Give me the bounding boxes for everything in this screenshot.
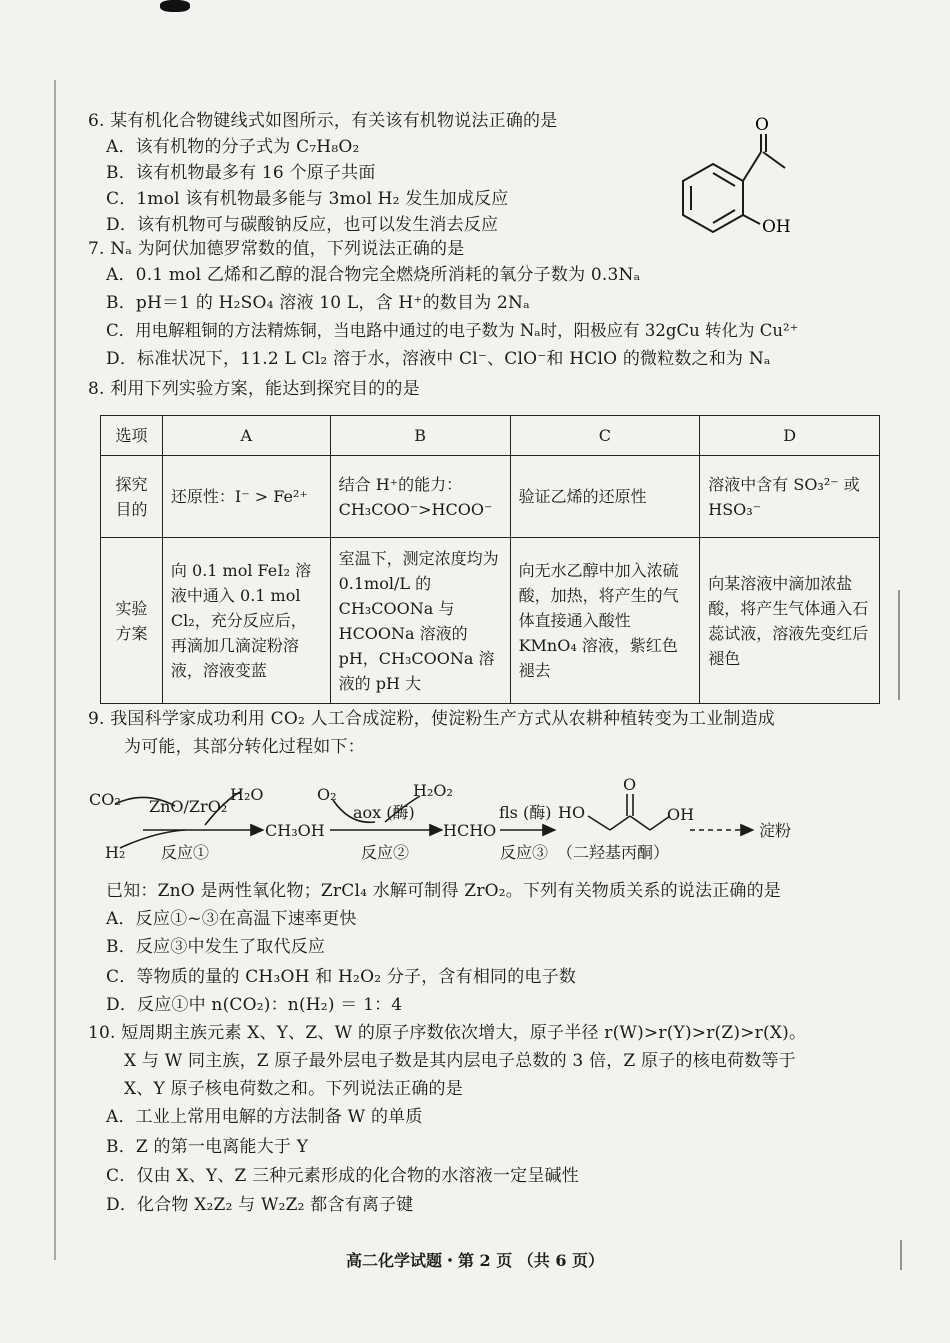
hcho-label: HCHO: [443, 821, 497, 840]
table-cell: 室温下，测定浓度均为 0.1mol/L 的 CH₃COONa 与 HCOONa 溶液的 pH，CH₃COONa 溶液的 pH 大: [330, 538, 510, 704]
q6-option-a: A．该有机物的分子式为 C₇H₈O₂: [106, 137, 360, 157]
o2-label: O₂: [317, 785, 337, 804]
q9-option-a: A．反应①~③在高温下速率更快: [106, 909, 357, 929]
methyl-bond: [763, 152, 785, 168]
table-row: [101, 538, 880, 704]
table-cell: 向无水乙醇中加入浓硫酸，加热，将产生的气体直接通入酸性 KMnO₄ 溶液，紫红色褪去: [510, 538, 700, 704]
table-header-cell: A: [162, 416, 330, 456]
reaction-1-label: 反应①: [161, 843, 210, 862]
co2-label: CO₂: [89, 790, 121, 809]
q9-stem-line2: 为可能，其部分转化过程如下：: [124, 737, 365, 757]
q6-stem: 6. 某有机化合物键线式如图所示，有关该有机物说法正确的是: [88, 111, 558, 131]
table-cell: 结合 H⁺的能力：CH₃COO⁻>HCOO⁻: [330, 456, 510, 538]
q10-stem-line3: X、Y 原子核电荷数之和。下列说法正确的是: [124, 1079, 463, 1099]
q10-option-d: D．化合物 X₂Z₂ 与 W₂Z₂ 都含有离子键: [106, 1195, 414, 1215]
page-edge-line: [898, 590, 900, 700]
table-cell: 向 0.1 mol FeI₂ 溶液中通入 0.1 mol Cl₂，充分反应后，再滴加几滴淀粉溶液，溶液变蓝: [162, 538, 330, 704]
q8-table: [100, 415, 880, 704]
h2-label: H₂: [105, 843, 126, 862]
ch3oh-label: CH₃OH: [265, 821, 325, 840]
table-header-cell: D: [700, 416, 880, 456]
ink-smudge: [160, 0, 190, 12]
table-cell: 向某溶液中滴加浓盐酸，将产生气体通入石蕊试液，溶液先变红后褪色: [700, 538, 880, 704]
q7-option-c: C．用电解粗铜的方法精炼铜，当电路中通过的电子数为 Nₐ时，阳极应有 32gCu 转化为 Cu²⁺: [106, 321, 799, 340]
dha-o-label: O: [623, 775, 637, 794]
table-header-cell: 选项: [101, 416, 163, 456]
hydroxyl-bond: [743, 215, 760, 224]
q7-option-b: B．pH＝1 的 H₂SO₄ 溶液 10 L，含 H⁺的数目为 2Nₐ: [106, 293, 530, 313]
page-margin-line: [54, 80, 56, 1260]
fls-label: fls (酶): [499, 803, 552, 822]
dha-oh-label: OH: [667, 805, 695, 824]
q6-structure-diagram: [665, 112, 815, 242]
starch-label: 淀粉: [759, 821, 792, 840]
q6-option-c: C．1mol 该有机物最多能与 3mol H₂ 发生加成反应: [106, 189, 509, 209]
table-header-cell: C: [510, 416, 700, 456]
q9-option-d: D．反应①中 n(CO₂)：n(H₂) ＝ 1：4: [106, 995, 403, 1015]
q7-stem: 7. Nₐ 为阿伏加德罗常数的值，下列说法正确的是: [88, 239, 465, 259]
q7-option-d: D．标准状况下，11.2 L Cl₂ 溶于水，溶液中 Cl⁻、ClO⁻和 HClO 的微粒数之和为 Nₐ: [106, 349, 771, 369]
reaction-3-label: 反应③: [500, 843, 549, 862]
dha-bond-1: [588, 816, 610, 830]
q10-option-c: C．仅由 X、Y、Z 三种元素形成的化合物的水溶液一定呈碱性: [106, 1166, 579, 1186]
q9-option-b: B．反应③中发生了取代反应: [106, 937, 326, 957]
reaction-2-label: 反应②: [361, 843, 410, 862]
page-footer: 高二化学试题・第 2 页 （共 6 页）: [345, 1251, 605, 1270]
dha-bond-3: [630, 816, 650, 830]
row-label-purpose: 探究目的: [101, 456, 163, 538]
h2o2-label: H₂O₂: [413, 781, 453, 800]
q9-reaction-scheme: [85, 770, 815, 870]
table-cell: 还原性：I⁻ > Fe²⁺: [162, 456, 330, 538]
dha-bond-2: [610, 816, 630, 830]
table-header-cell: B: [330, 416, 510, 456]
table-cell: 溶液中含有 SO₃²⁻ 或 HSO₃⁻: [700, 456, 880, 538]
table-header-row: [101, 416, 880, 456]
q8-stem: 8. 利用下列实验方案，能达到探究目的的是: [88, 379, 420, 399]
table-cell: 验证乙烯的还原性: [510, 456, 700, 538]
q10-option-b: B．Z 的第一电离能大于 Y: [106, 1137, 309, 1157]
q10-stem-line1: 10. 短周期主族元素 X、Y、Z、W 的原子序数依次增大，原子半径 r(W)>r(Y)>r(Z)>r(X)。: [88, 1023, 807, 1043]
dha-name-label: （二羟基丙酮）: [557, 843, 670, 862]
carbonyl-bond: [743, 152, 761, 181]
q7-option-a: A．0.1 mol 乙烯和乙醇的混合物完全燃烧所消耗的氧分子数为 0.3Nₐ: [106, 265, 641, 285]
q6-option-b: B．该有机物最多有 16 个原子共面: [106, 163, 376, 183]
carbonyl-o-label: O: [755, 115, 769, 135]
q10-stem-line2: X 与 W 同主族，Z 原子最外层电子数是其内层电子总数的 3 倍，Z 原子的核电荷数等于: [124, 1051, 796, 1071]
aox-label: aox (酶): [353, 803, 415, 822]
hydroxyl-label: OH: [762, 217, 791, 237]
h2o-label: H₂O: [230, 785, 264, 804]
q10-option-a: A．工业上常用电解的方法制备 W 的单质: [106, 1107, 423, 1127]
catalyst-1-label: ZnO/ZrO₂: [149, 797, 228, 816]
table-row: [101, 456, 880, 538]
q9-option-c: C．等物质的量的 CH₃OH 和 H₂O₂ 分子，含有相同的电子数: [106, 967, 577, 987]
q6-option-d: D．该有机物可与碳酸钠反应，也可以发生消去反应: [106, 215, 499, 235]
ho-label: HO: [558, 803, 586, 822]
q9-stem-line1: 9. 我国科学家成功利用 CO₂ 人工合成淀粉，使淀粉生产方式从农耕种植转变为工业制造成: [88, 709, 775, 729]
q9-known: 已知：ZnO 是两性氧化物；ZrCl₄ 水解可制得 ZrO₂。下列有关物质关系的说法正确的是: [106, 881, 781, 901]
row-label-plan: 实验方案: [101, 538, 163, 704]
